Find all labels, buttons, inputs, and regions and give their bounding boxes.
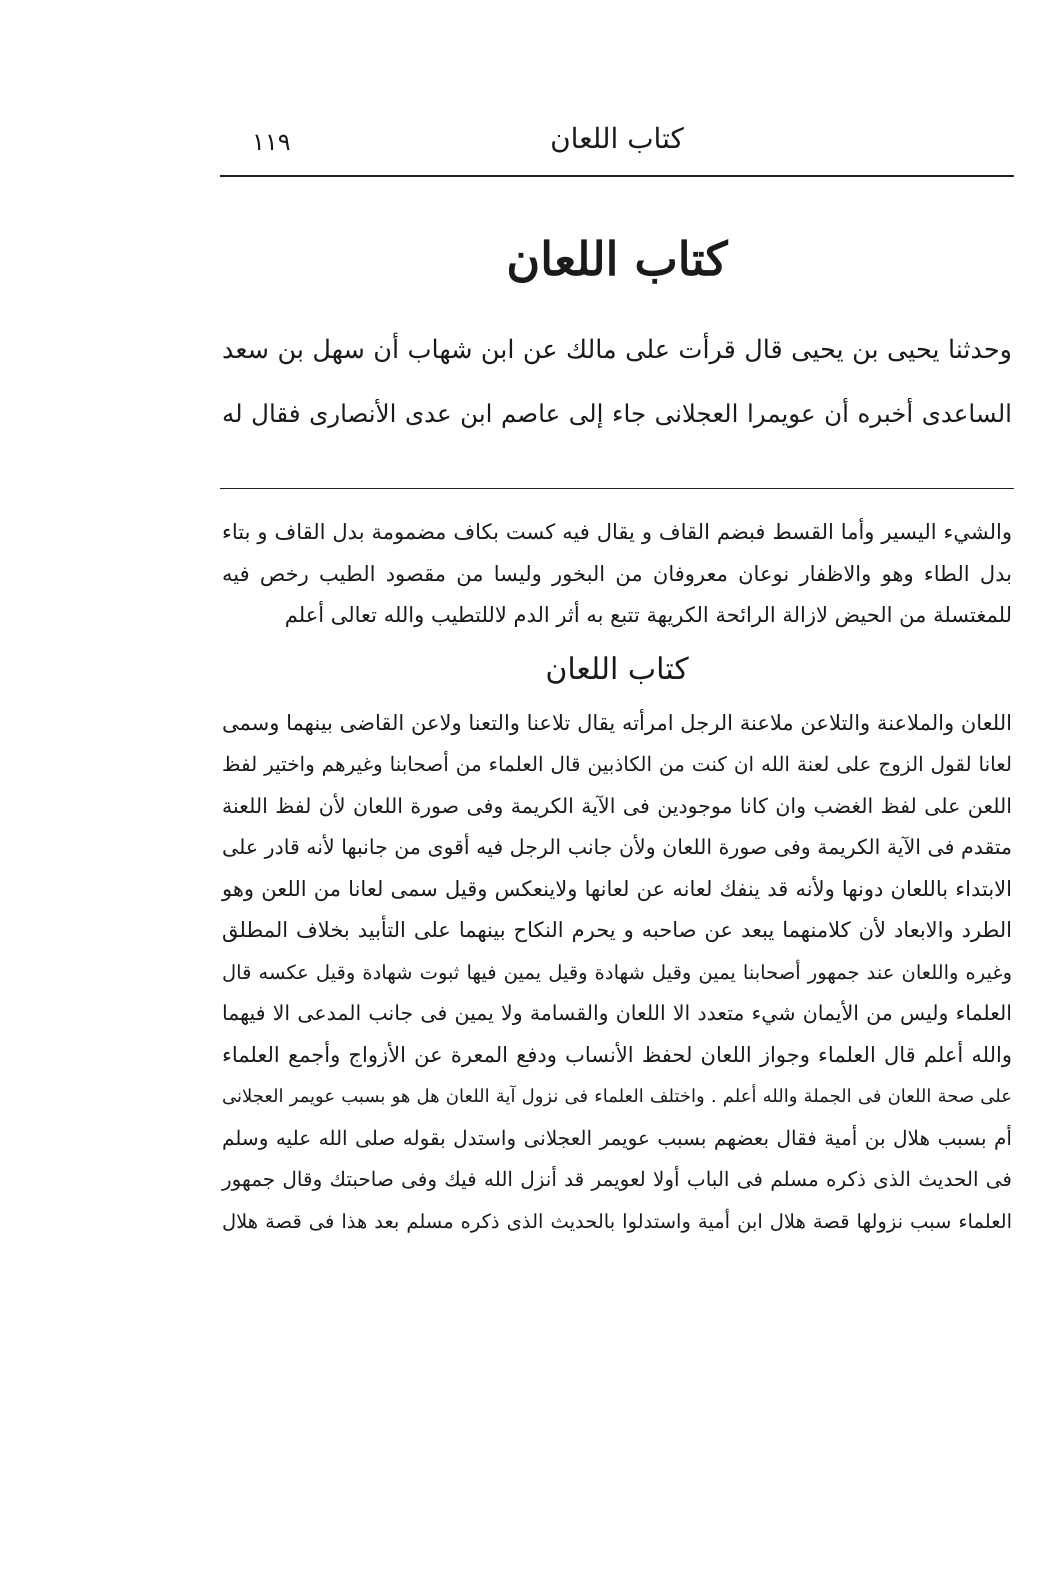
commentary-line: اللعن على لفظ الغضب وان كانا موجودين فى الآية الكريمة وفى صورة اللعان لأن لفظ اللعنة: [222, 793, 1012, 818]
page-header: [220, 118, 1014, 168]
hadith-line: وحدثنا يحيى بن يحيى قال قرأت على مالك عن ابن شهاب أن سهل بن سعد: [222, 335, 1012, 365]
commentary-line: اللعان والملاعنة والتلاعن ملاعنة الرجل امرأته يقال تلاعنا والتعنا ولاعن القاضى بينهما وسمى: [222, 710, 1012, 735]
footnote-separator: [220, 488, 1014, 489]
commentary-line: متقدم فى الآية الكريمة وفى صورة اللعان ولأن جانب الرجل فيه أقوى من جانبها لأنه قادر على: [222, 835, 1012, 859]
chapter-title: كتاب اللعان: [506, 232, 728, 286]
commentary-line: للمغتسلة من الحيض لازالة الرائحة الكريهة تتبع به أثر الدم لاللتطيب والله تعالى أعلم: [284, 603, 1012, 627]
commentary-line: الابتداء باللعان دونها ولأنه قد ينفك لعانه عن لعانها ولاينعكس وقيل سمى لعانا من اللعن وهو: [222, 876, 1012, 901]
hadith-line: الساعدى أخبره أن عويمرا العجلانى جاء إلى عاصم ابن عدى الأنصارى فقال له: [222, 399, 1012, 428]
commentary-line: أم بسبب هلال بن أمية فقال بعضهم بسبب عويمر العجلانى واستدل بقوله صلى الله عليه وسلم: [222, 1125, 1012, 1150]
commentary-intro: [222, 512, 1012, 637]
commentary-text: [222, 512, 1012, 1242]
commentary-line: والله أعلم قال العلماء وجواز اللعان لحفظ الأنساب ودفع المعرة عن الأزواج وأجمع العلماء: [222, 1042, 1012, 1067]
commentary-line: فى الحديث الذى ذكره مسلم فى الباب أولا لعويمر قد أنزل الله فيك وفى صاحبتك وقال جمهور: [222, 1167, 1012, 1191]
commentary-line: العلماء وليس من الأيمان شيء متعدد الا اللعان والقسامة ولا يمين فى جانب المدعى الا فيهما: [222, 1001, 1012, 1025]
commentary-line: وغيره واللعان عند جمهور أصحابنا يمين وقيل شهادة وقيل يمين فيها ثبوت شهادة وقيل عكسه قال: [222, 960, 1012, 984]
running-title: كتاب اللعان: [550, 122, 684, 155]
commentary-body: [222, 703, 1012, 1243]
commentary-line: على صحة اللعان فى الجملة والله أعلم . واختلف العلماء فى نزول آية اللعان هل هو بسبب عويمر العجلانى: [222, 1086, 1012, 1107]
hadith-text: [222, 318, 1012, 446]
commentary-line: العلماء سبب نزولها قصة هلال ابن أمية واستدلوا بالحديث الذى ذكره مسلم بعد هذا فى قصة هلال: [222, 1209, 1012, 1233]
section-heading: كتاب اللعان: [545, 651, 689, 687]
page-number: ١١٩: [252, 128, 291, 156]
commentary-line: لعانا لقول الزوج على لعنة الله ان كنت من الكاذبين قال العلماء من أصحابنا وغيرهم واختير لفظ: [222, 752, 1012, 776]
header-rule: [220, 175, 1014, 177]
commentary-line: الطرد والابعاد لأن كلامنهما يبعد عن صاحبه و يحرم النكاح بينهما على التأبيد بخلاف المطلق: [222, 918, 1012, 942]
commentary-line: بدل الطاء وهو والاظفار نوعان معروفان من البخور وليسا من مقصود الطيب رخص فيه: [222, 561, 1012, 586]
commentary-line: والشيء اليسير وأما القسط فبضم القاف و يقال فيه كست بكاف مضمومة بدل القاف و بتاء: [222, 520, 1012, 544]
